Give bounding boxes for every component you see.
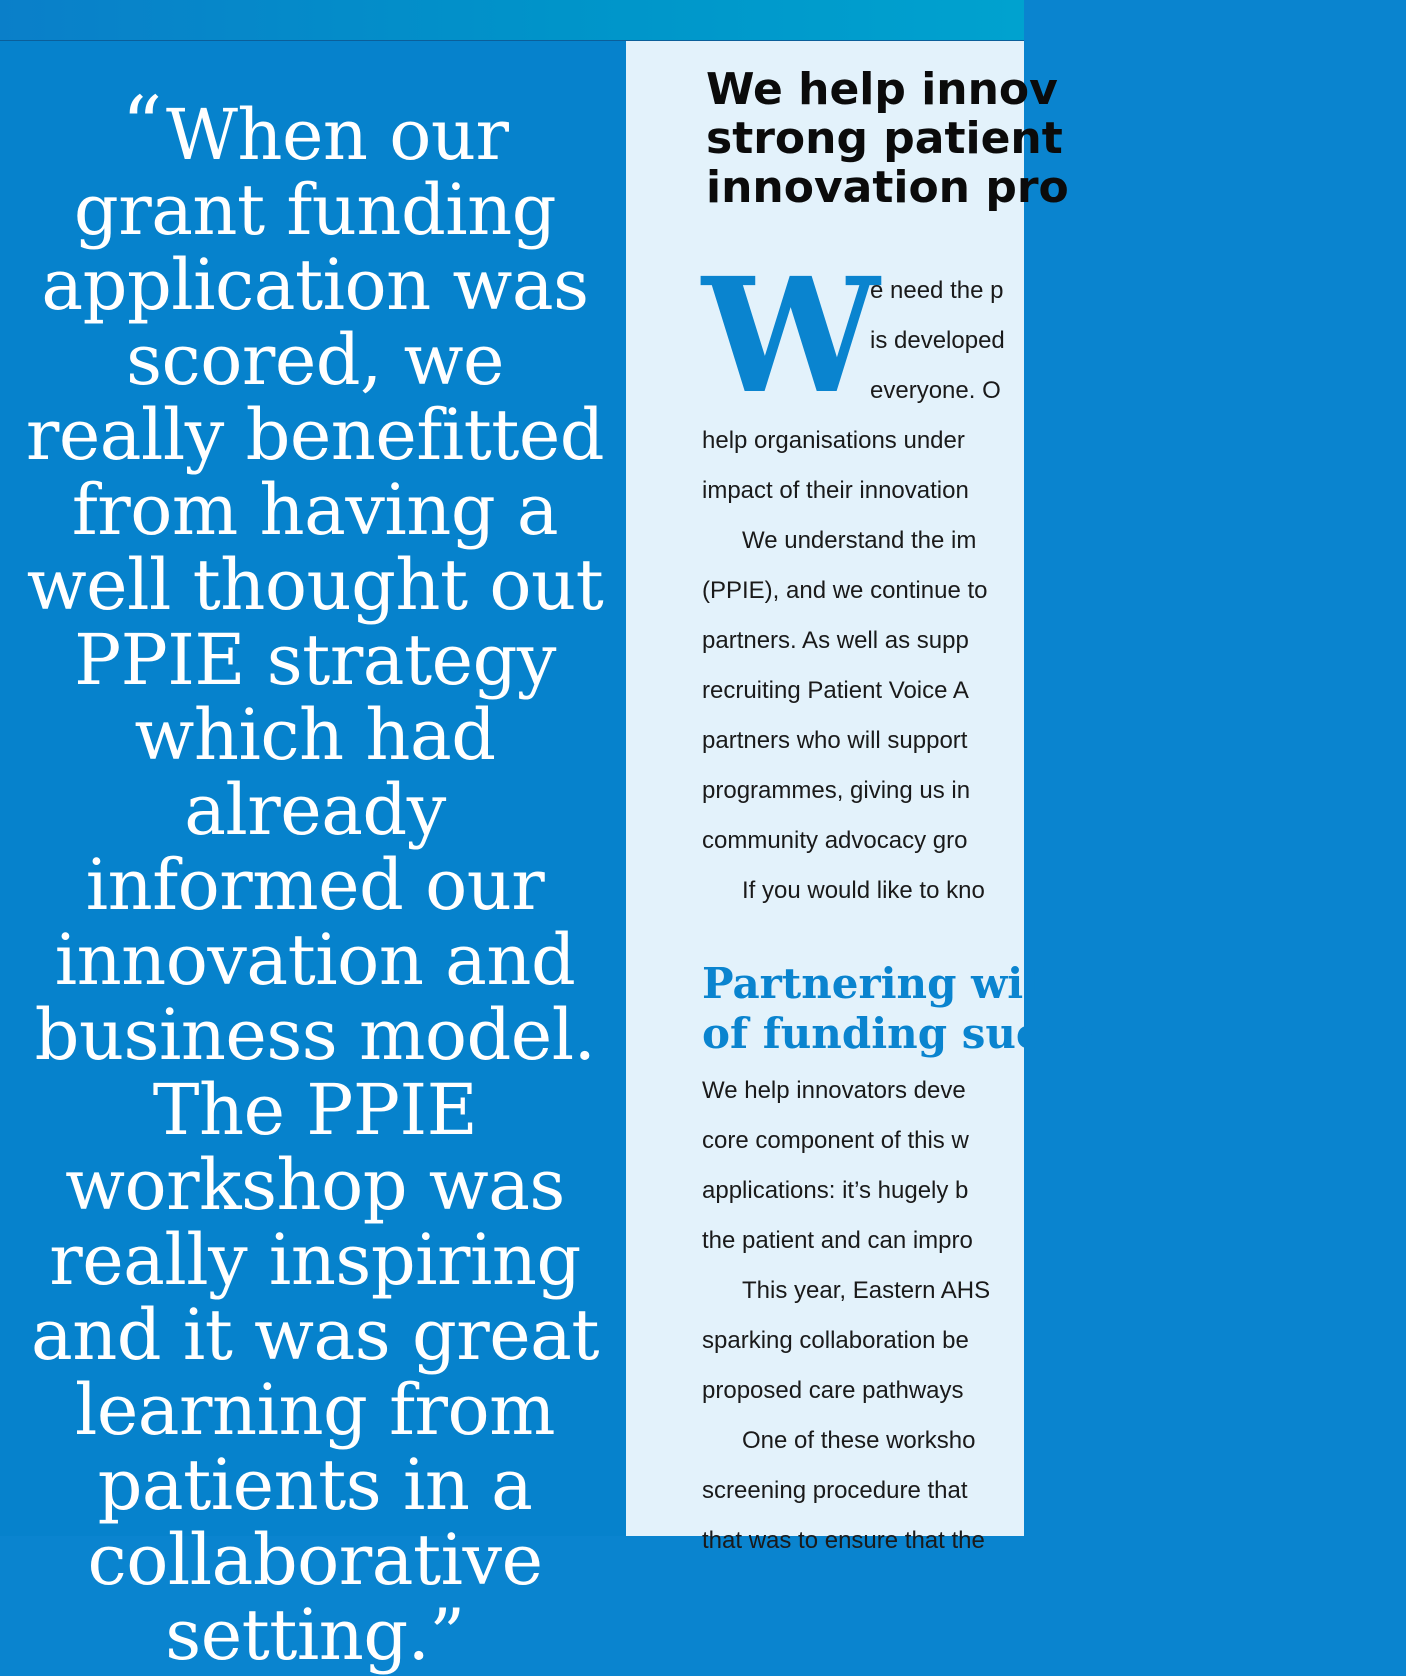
body-line: programmes, giving us in bbox=[702, 777, 971, 804]
subsection-heading bbox=[702, 959, 1094, 1059]
body-line: proposed care pathways bbox=[702, 1377, 964, 1404]
body-line: is developed bbox=[870, 327, 1005, 354]
section-heading-line: We help innov bbox=[706, 64, 1058, 115]
body-line: partners. As well as supp bbox=[702, 627, 969, 654]
body-line: that was to ensure that the bbox=[702, 1527, 985, 1554]
body-line: everyone. O bbox=[870, 377, 1001, 404]
pull-quote bbox=[20, 79, 610, 1676]
pull-quote-panel bbox=[0, 41, 626, 1676]
body-line: the patient and can impro bbox=[702, 1227, 973, 1254]
body-line: e need the p bbox=[870, 277, 1004, 304]
body-line: This year, Eastern AHS bbox=[742, 1277, 991, 1304]
body-line: sparking collaboration be bbox=[702, 1327, 969, 1354]
top-banner bbox=[0, 0, 1024, 41]
body-line: core component of this w bbox=[702, 1127, 969, 1154]
pull-quote-text: When our grant funding application was scored, we really benefitted from having a well thought out PPIE strategy which had already informed our innovation and business model. The PPIE workshop was really inspiring and it was great learning from patients in a collaborative setting.” bbox=[25, 94, 605, 1676]
body-line: We understand the im bbox=[742, 527, 977, 554]
body-line: impact of their innovation bbox=[702, 477, 969, 504]
body-line: (PPIE), and we continue to bbox=[702, 577, 988, 604]
article-column bbox=[626, 41, 1094, 1554]
body-line: help organisations under bbox=[702, 427, 965, 454]
body-line: partners who will support bbox=[702, 727, 968, 754]
body-line: If you would like to kno bbox=[742, 877, 985, 904]
subsection-heading-line: of funding succe bbox=[702, 1009, 1094, 1058]
subsection-heading-line: Partnering with bbox=[702, 959, 1074, 1008]
body-line: screening procedure that bbox=[702, 1477, 968, 1504]
drop-cap: W bbox=[702, 244, 880, 429]
body-line: One of these worksho bbox=[742, 1427, 976, 1454]
body-line: applications: it’s hugely b bbox=[702, 1177, 969, 1204]
body-line: community advocacy gro bbox=[702, 827, 968, 854]
section-heading-line: innovation pro bbox=[706, 162, 1069, 213]
body-line: We help innovators deve bbox=[702, 1077, 966, 1104]
section-heading-line: strong patient bbox=[706, 113, 1063, 164]
section-heading bbox=[706, 65, 1406, 212]
body-line: recruiting Patient Voice A bbox=[702, 677, 969, 704]
open-quote-mark: “ bbox=[121, 79, 162, 172]
